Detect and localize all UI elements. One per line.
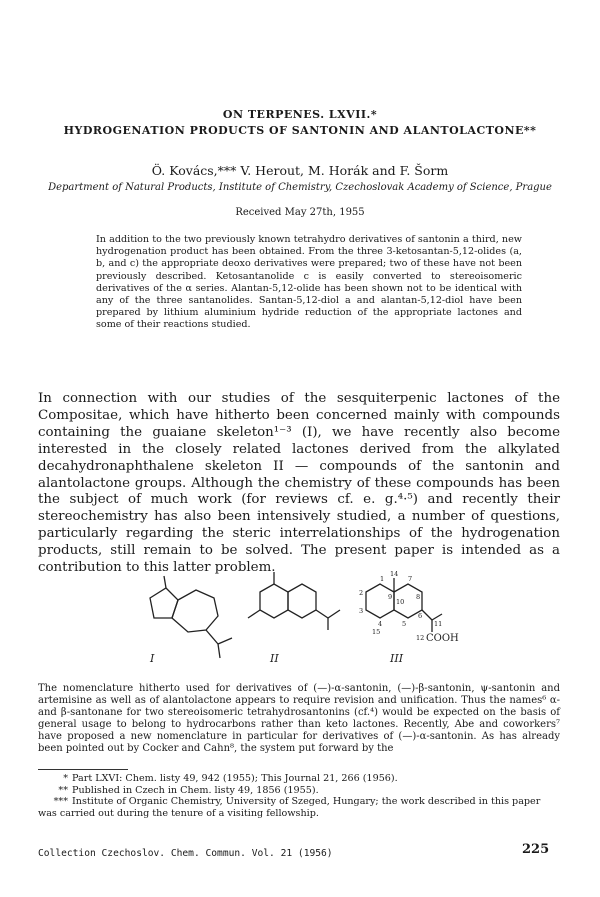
structure-I xyxy=(150,576,232,658)
footnote-text: Institute of Organic Chemistry, University of Szeged, Hungary; the work described in this paper was carried out during the tenure of a visiting fellowship. xyxy=(38,796,541,819)
atom-number-8: 8 xyxy=(416,593,421,601)
footnote xyxy=(38,796,560,819)
atom-number-7: 7 xyxy=(408,575,413,583)
affiliation: Department of Natural Products, Institute of Chemistry, Czechoslovak Academy of Science, Prague xyxy=(48,182,552,193)
received-date: Received May 27th, 1955 xyxy=(235,207,365,218)
structure-label-II: II xyxy=(270,652,279,665)
structural-formulas xyxy=(140,568,470,668)
atom-number-3: 3 xyxy=(359,607,364,615)
atom-number-11: 11 xyxy=(434,620,443,628)
atom-number-10: 10 xyxy=(396,598,405,606)
footnote xyxy=(38,773,560,785)
atom-number-9: 9 xyxy=(388,593,393,601)
structure-label-III: III xyxy=(390,652,404,665)
footnotes xyxy=(38,773,560,819)
atom-number-6: 6 xyxy=(418,612,423,620)
structure-II xyxy=(248,572,340,630)
title-line-2: HYDROGENATION PRODUCTS OF SANTONIN AND ALANTOLACTONE** xyxy=(63,124,537,137)
atom-number-12: 12 xyxy=(416,634,425,642)
footnote xyxy=(38,785,560,797)
abstract: In addition to the two previously known tetrahydro derivatives of santonin a third, new hydrogenation product has been obtained. From the three 3-ketosantan-5,12-olides (a, b, and c) the appropriate deoxo derivatives were prepared; two of these have not been previously described. Ketosantanolide c is easily converted to stereoisomeric derivatives of the α series. Alantan-5,12-olide has been shown not to be identical with any of the three santanolides. Santan-5,12-diol a and alantan-5,12-diol have been prepared by lithium aluminium hydride reduction of the appropriate lactones and some of their reactions studied. xyxy=(96,234,522,331)
atom-number-15: 15 xyxy=(372,628,381,636)
page-number: 225 xyxy=(522,842,550,857)
atom-number-1: 1 xyxy=(380,575,385,583)
footnote-text: Published in Czech in Chem. listy 49, 1856 (1955). xyxy=(72,784,319,796)
atom-number-14: 14 xyxy=(390,570,399,578)
structure-label-I: I xyxy=(150,652,155,665)
authors: Ö. Kovács,*** V. Herout, M. Horák and F. Šorm xyxy=(151,163,449,178)
journal-footer: Collection Czechoslov. Chem. Commun. Vol. 21 (1956) xyxy=(38,848,333,859)
atom-number-5: 5 xyxy=(402,620,407,628)
nomenclature-paragraph: The nomenclature hitherto used for derivatives of (—)-α-santonin, (—)-β-santonin, ψ-santonin and artemisine as well as of alantolactone appears to require revision and unification. Thus the names⁶ α- and β-santonane for two stereoisomeric tetrahydrosantonins (cf.⁴) would be expected on the basis of general usage to belong to hydrocarbons rather than keto lactones. Recently, Abe and coworkers⁷ have proposed a new nomenclature in particular for derivatives of (—)-α-santonin. As has already been pointed out by Cocker and Cahn⁸, the system put forward by the xyxy=(38,683,560,755)
footnote-mark: * xyxy=(63,773,68,784)
footnote-mark: *** xyxy=(53,796,68,808)
footnote-text: Part LXVI: Chem. listy 49, 942 (1955); This Journal 21, 266 (1956). xyxy=(72,773,398,784)
title-line-1: ON TERPENES. LXVII.* xyxy=(222,108,378,121)
introduction-paragraph: In connection with our studies of the sesquiterpenic lactones of the Compositae, which have hitherto been concerned mainly with compounds containing the guaiane skeleton¹⁻³ (I), we have recently also become interested in the closely related lactones derived from the alkylated decahydronaphthalene skeleton II — compounds of the santonin and alantolactone groups. Although the chemistry of these compounds has been the subject of much work (for reviews cf. e. g.⁴·⁵) and recently their stereochemistry has also been intensively studied, a number of questions, particularly regarding the steric interrelationships of the hydrogenation products, still remain to be solved. The present paper is intended as a contribution to this latter problem. xyxy=(38,391,560,576)
footnote-mark: ** xyxy=(58,784,68,796)
atom-number-2: 2 xyxy=(359,589,364,597)
footnote-divider xyxy=(38,769,128,770)
cooh-label: COOH xyxy=(426,633,459,644)
atom-number-4: 4 xyxy=(378,620,383,628)
